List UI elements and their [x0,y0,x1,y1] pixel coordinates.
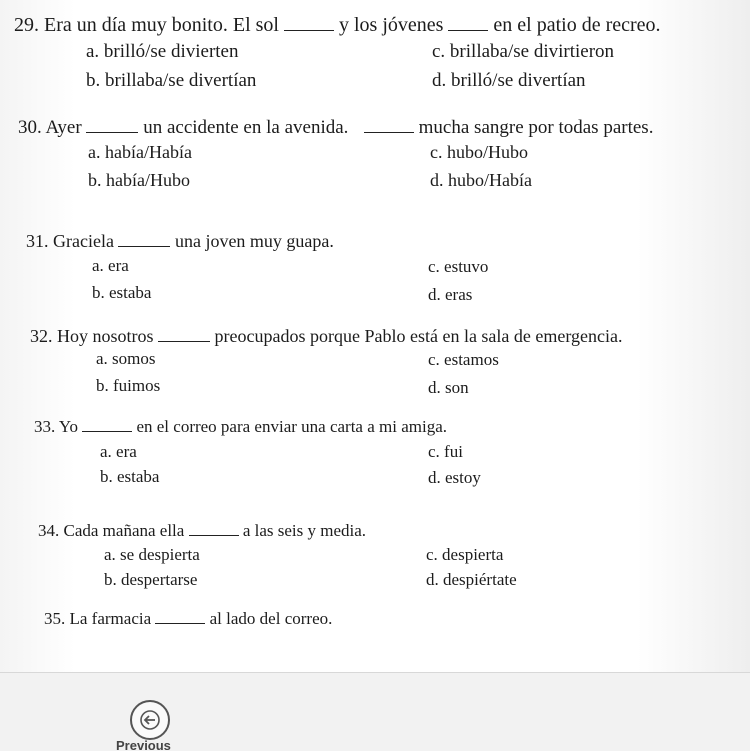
blank [82,414,132,432]
question-33-option-b: b. estaba [100,467,160,486]
blank [364,113,414,133]
blank [189,518,239,536]
question-30-option-a: a. había/Había [88,142,192,162]
blank [158,323,210,342]
question-30-option-d: d. hubo/Había [430,170,532,190]
question-32-stem: 32. Hoy nosotros preocupados porque Pablo está en la sala de emergencia. [30,323,623,347]
question-29-option-b: b. brillaba/se divertían [86,70,257,91]
blank [155,606,205,624]
question-33-option-c: c. fui [428,442,463,461]
question-31-option-a: a. era [92,256,129,275]
question-34-option-b: b. despertarse [104,570,198,589]
arrow-left-icon [139,709,161,731]
blank [86,113,138,133]
question-29-stem: 29. Era un día muy bonito. El sol y los jóvenes en el patio de recreo. [14,10,661,37]
question-32-option-a: a. somos [96,349,156,368]
question-30-option-b: b. había/Hubo [88,170,190,190]
blank [284,10,334,31]
question-31-stem: 31. Graciela una joven muy guapa. [26,228,334,252]
previous-label[interactable]: Previous [116,738,171,753]
question-32-option-d: d. son [428,378,469,397]
question-33-option-a: a. era [100,442,137,461]
question-30-option-c: c. hubo/Hubo [430,142,528,162]
question-31-option-b: b. estaba [92,283,152,302]
question-35-stem: 35. La farmacia al lado del correo. [44,606,332,629]
blank [448,10,488,31]
blank [118,228,170,247]
question-33-option-d: d. estoy [428,468,481,487]
question-30-stem: 30. Ayer un accidente en la avenida. mucha sangre por todas partes. [18,113,653,139]
question-29-option-d: d. brilló/se divertían [432,70,586,91]
question-34-option-d: d. despiértate [426,570,517,589]
question-32-option-b: b. fuimos [96,376,161,395]
question-34-stem: 34. Cada mañana ella a las seis y media. [38,518,366,541]
question-29-option-c: c. brillaba/se divirtieron [432,41,615,62]
navigation-bar [0,672,750,751]
question-33-stem: 33. Yo en el correo para enviar una carta a mi amiga. [34,414,447,437]
question-31-option-c: c. estuvo [428,257,489,276]
previous-button[interactable] [130,700,170,740]
question-34-option-c: c. despierta [426,545,504,564]
question-31-option-d: d. eras [428,285,473,304]
question-29-option-a: a. brilló/se divierten [86,41,239,62]
question-32-option-c: c. estamos [428,350,499,369]
question-34-option-a: a. se despierta [104,545,200,564]
